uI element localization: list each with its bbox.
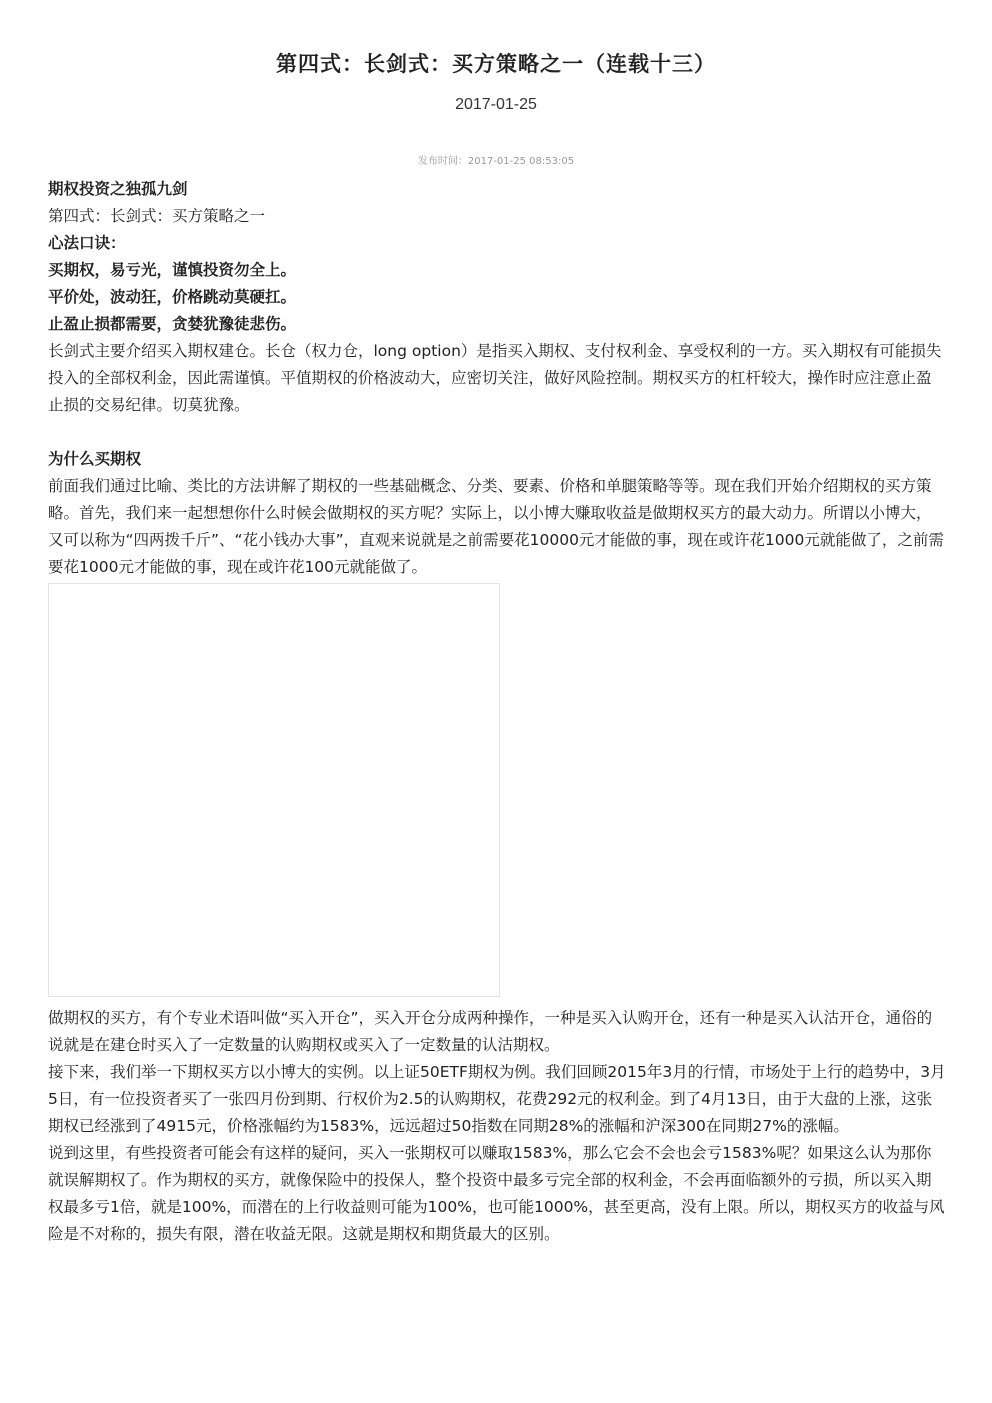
body-paragraph: 接下来，我们举一下期权买方以小博大的实例。以上证50ETF期权为例。我们回顾2015年3月的行情，市场处于上行的趋势中，3月5日，有一位投资者买了一张四月份到期、行权价为2.5的认购期权，花费292元的权利金。到了4月13日，由于大盘的上涨，这张期权已经涨到了4915元，价格涨幅约为1583%，远远超过50指数在同期28%的涨幅和沪深300在同期27%的涨幅。: [48, 1063, 946, 1135]
image-placeholder: [48, 583, 500, 997]
publish-time: 发布时间：2017-01-25 08:53:05: [417, 156, 575, 167]
body-paragraph: 说到这里，有些投资者可能会有这样的疑问，买入一张期权可以赚取1583%，那么它会不会也会亏1583%呢？如果这么认为那你就误解期权了。作为期权的买方，就像保险中的投保人，整个投资中最多亏完全部的权利金，不会再面临额外的亏损，所以买入期权最多亏1倍，就是100%，而潜在的上行收益则可能为100%，也可能1000%，甚至更高，没有上限。所以，期权买方的收益与风险是不对称的，损失有限，潜在收益无限。这就是期权和期货最大的区别。: [48, 1144, 945, 1243]
section-heading: 为什么买期权: [48, 450, 142, 468]
article-title: 第四式：长剑式：买方策略之一（连载十三）: [276, 52, 716, 76]
blank-line: [48, 419, 946, 446]
mnemonic-title: 心法口诀：: [48, 234, 126, 252]
mnemonic-line: 止盈止损都需要，贪婪犹豫徒悲伤。: [48, 315, 297, 333]
mnemonic-line: 买期权，易亏光，谨慎投资勿全上。: [48, 261, 297, 279]
article-date: 2017-01-25: [455, 96, 537, 113]
section-paragraph: 前面我们通过比喻、类比的方法讲解了期权的一些基础概念、分类、要素、价格和单腿策略等等。现在我们开始介绍期权的买方策略。首先，我们来一起想想你什么时候会做期权的买方呢？实际上，以小博大赚取收益是做期权买方的最大动力。所谓以小博大，又可以称为“四两拨千斤”、“花小钱办大事”，直观来说就是之前需要花10000元才能做的事，现在或许花1000元就能做了，之前需要花1000元才能做的事，现在或许花100元就能做了。: [48, 477, 944, 576]
intro-paragraph: 长剑式主要介绍买入期权建仓。长仓（权力仓，long option）是指买入期权、支付权利金、享受权利的一方。买入期权有可能损失投入的全部权利金，因此需谨慎。平值期权的价格波动大，应密切关注，做好风险控制。期权买方的杠杆较大，操作时应注意止盈止损的交易纪律。切莫犹豫。: [48, 342, 942, 414]
chapter-subheading: 第四式：长剑式：买方策略之一: [48, 207, 266, 225]
article-body: [48, 176, 946, 1248]
mnemonic-line: 平价处，波动狂，价格跳动莫硬扛。: [48, 288, 297, 306]
body-paragraph: 做期权的买方，有个专业术语叫做“买入开仓”，买入开仓分成两种操作，一种是买入认购开仓，还有一种是买入认沽开仓，通俗的说就是在建仓时买入了一定数量的认购期权或买入了一定数量的认沽期权。: [48, 1009, 933, 1054]
series-heading: 期权投资之独孤九剑: [48, 180, 188, 198]
